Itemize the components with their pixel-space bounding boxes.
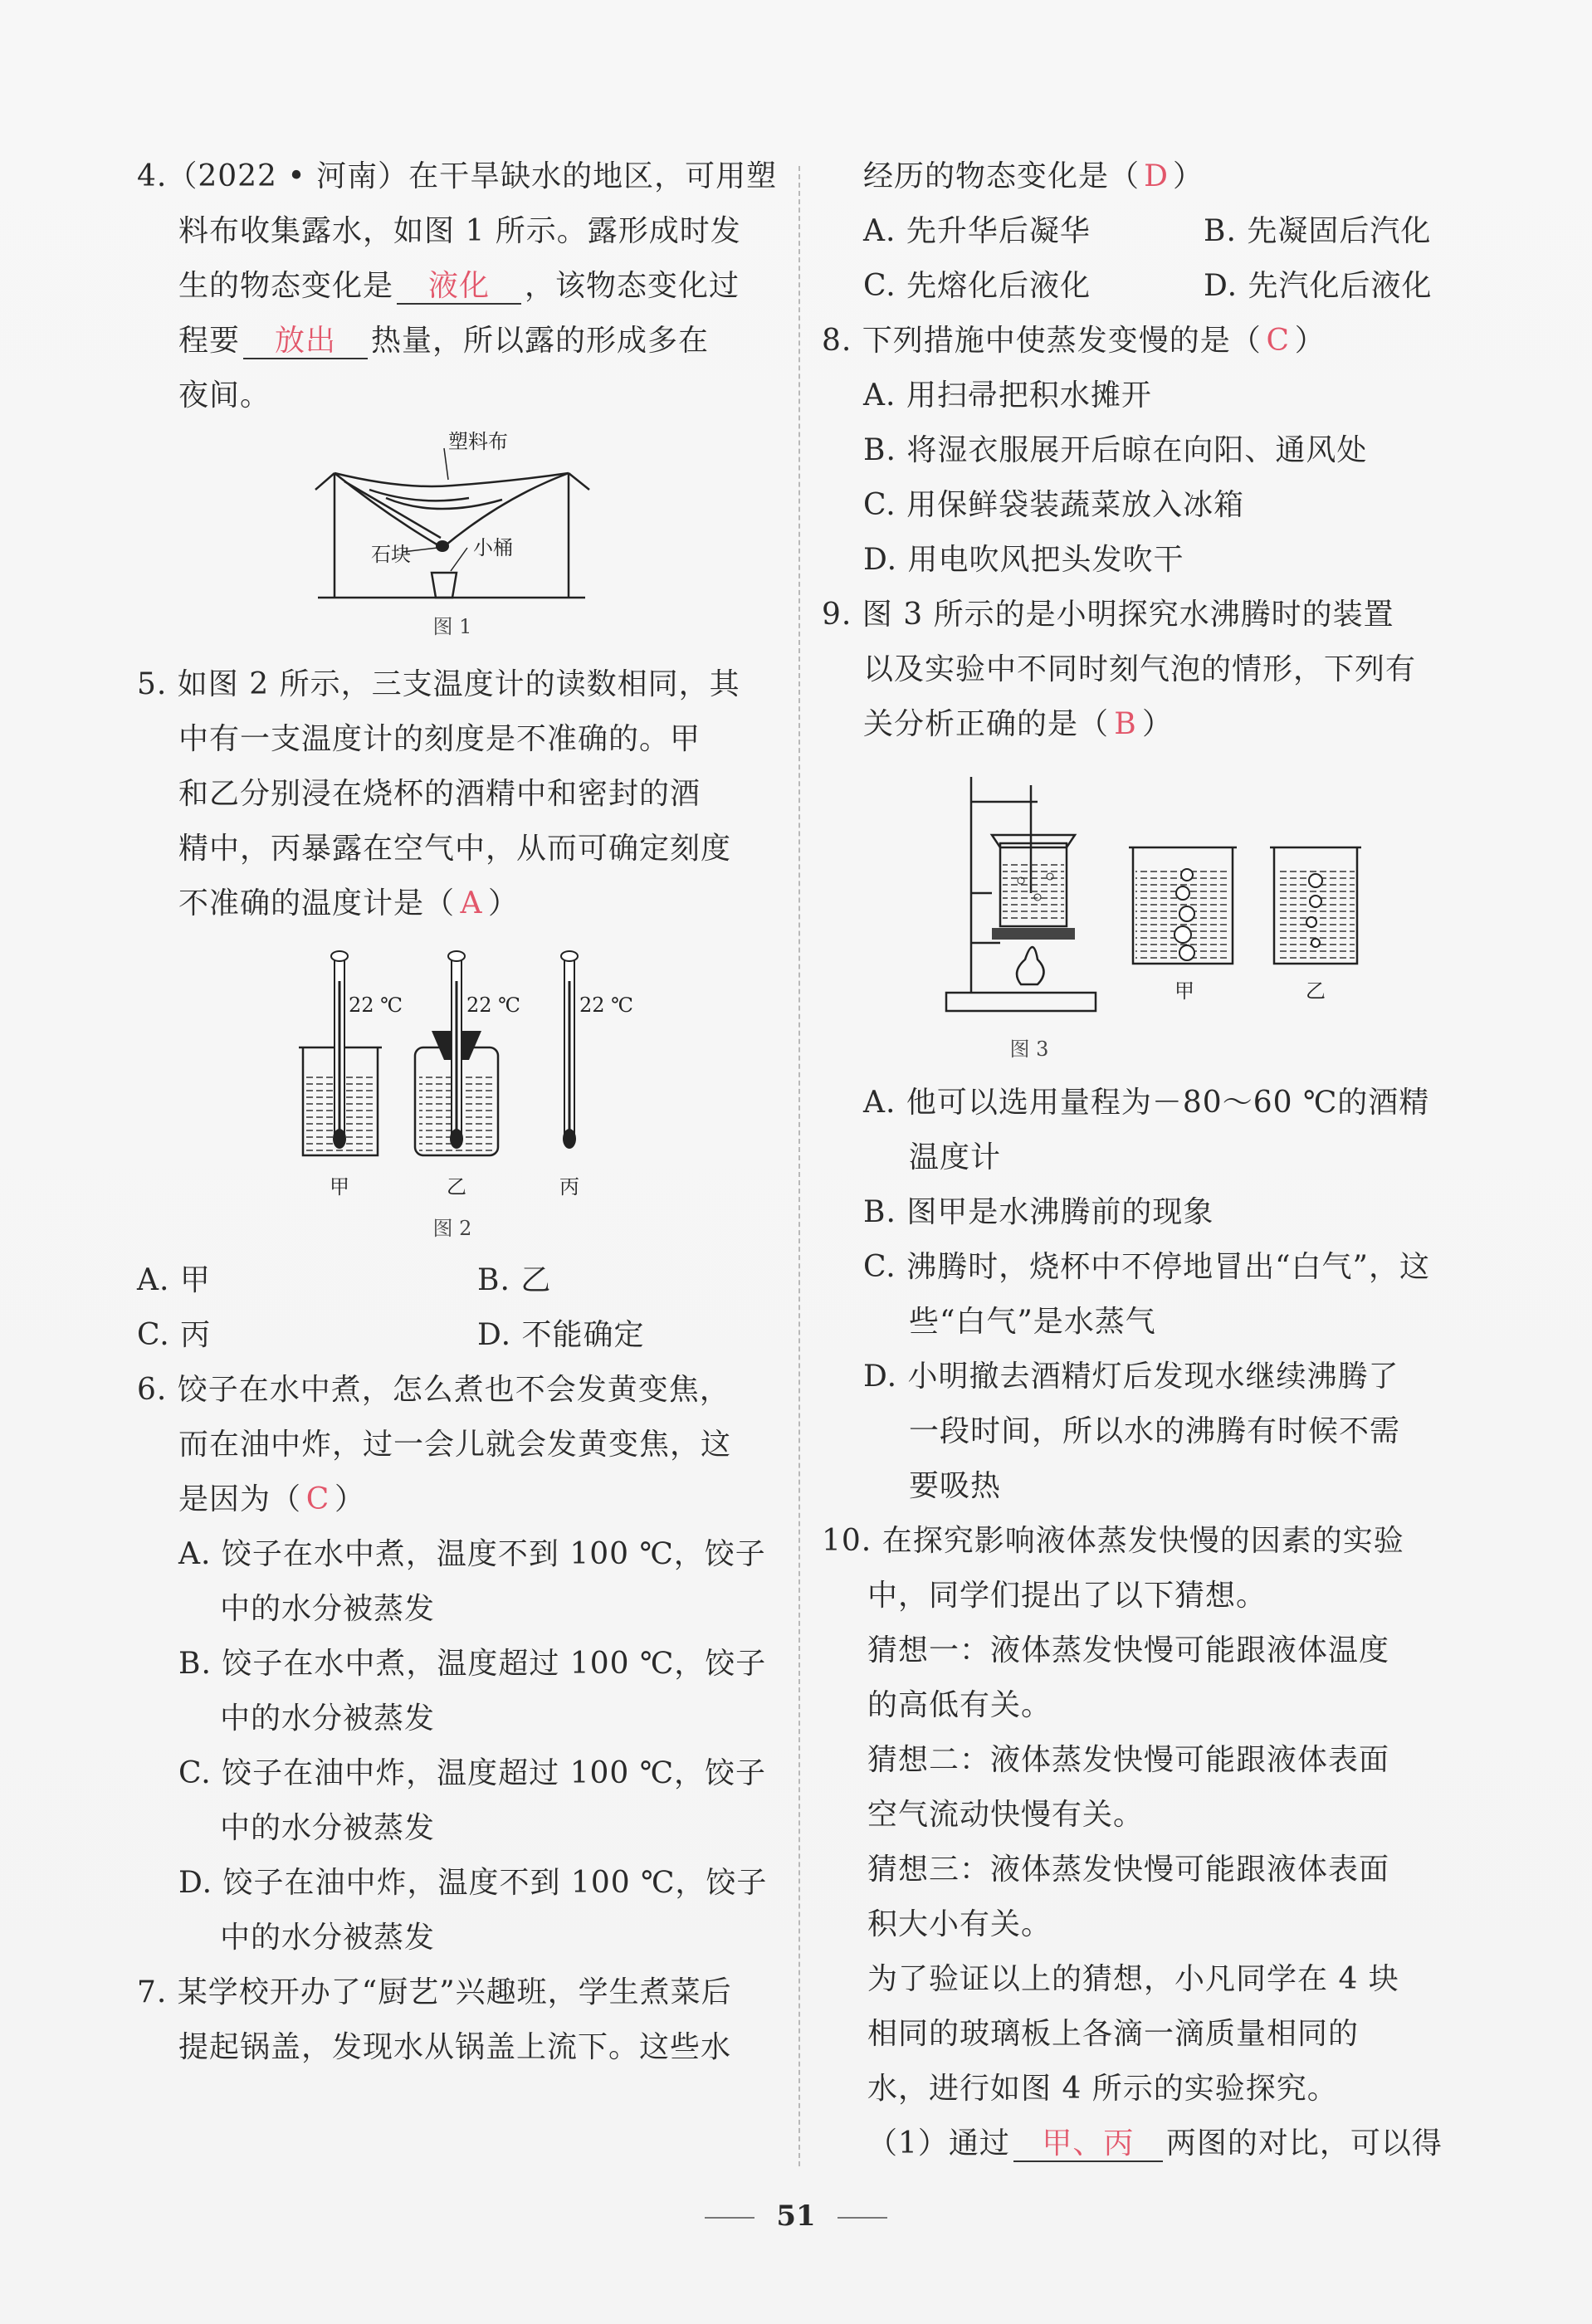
q5-option-a: A. 甲 (137, 1263, 211, 1297)
q5-line-3: 和乙分别浸在烧杯的酒精中和密封的酒 (178, 777, 701, 811)
q4-line-1: 4.（2022 • 河南）在干旱缺水的地区，可用塑 (137, 159, 778, 193)
q7-options-row-1 (822, 204, 1461, 259)
q10-text: （1）通过 (867, 2126, 1010, 2160)
q10-line-2: 中，同学们提出了以下猜想。 (867, 1579, 1267, 1613)
q9-option-c: C. 沸腾时，烧杯中不停地冒出“白气”，这 (863, 1250, 1430, 1284)
q9-text: ） (1142, 707, 1174, 741)
question-7-continued (822, 149, 1461, 314)
q7-answer: D (1144, 159, 1169, 193)
q6-option-c-cont: 中的水分被蒸发 (220, 1811, 436, 1845)
q5-line-4: 精中，丙暴露在空气中，从而可确定刻度 (178, 832, 732, 866)
q7-line-3 (822, 149, 1461, 204)
right-column (822, 149, 1461, 2171)
q10-guess-2-cont: 空气流动快慢有关。 (867, 1798, 1145, 1832)
figure-3-caption: 图 3 (1009, 1038, 1049, 1061)
q7-option-c: C. 先熔化后液化 (863, 269, 1091, 303)
q4-text: 生的物态变化是 (178, 269, 394, 303)
q9-option-c-cont: 些“白气”是水蒸气 (909, 1305, 1156, 1339)
beaker-label-jia: 甲 (1174, 979, 1194, 1003)
figure-2 (137, 948, 768, 1247)
temp-reading-jia: 22 ℃ (349, 994, 403, 1017)
q5-line-5 (137, 876, 768, 931)
q5-line-1: 5. 如图 2 所示，三支温度计的读数相同，其 (137, 667, 740, 701)
question-4 (137, 149, 778, 639)
q5-option-d: D. 不能确定 (477, 1318, 645, 1352)
q6-text: ） (335, 1482, 366, 1516)
q7-option-a: A. 先升华后凝华 (863, 214, 1091, 248)
q7-option-b: B. 先凝固后汽化 (1204, 214, 1432, 248)
q6-option-c: C. 饺子在油中炸，温度超过 100 ℃，饺子 (178, 1756, 767, 1790)
page-number-dash-left (705, 2217, 754, 2219)
q6-line-3 (137, 1472, 768, 1527)
temp-reading-yi: 22 ℃ (466, 994, 521, 1017)
q4-text: 热量，所以露的形成多在 (371, 324, 710, 358)
q6-option-d-cont: 中的水分被蒸发 (220, 1921, 436, 1955)
dew-collector-diagram (137, 440, 768, 606)
question-6 (137, 1363, 768, 1965)
q9-answer: B (1114, 707, 1137, 741)
q6-line-2: 而在油中炸，过一会儿就会发黄变焦，这 (178, 1428, 732, 1462)
figure-1-caption: 图 1 (432, 615, 472, 638)
beaker-label-yi: 乙 (1306, 979, 1326, 1003)
q6-option-b-cont: 中的水分被蒸发 (220, 1702, 436, 1736)
q9-option-a-cont: 温度计 (909, 1140, 1002, 1174)
q9-text: 关分析正确的是（ (863, 707, 1110, 741)
q10-guess-1-cont: 的高低有关。 (867, 1688, 1052, 1722)
q4-text: ，该物态变化过 (525, 269, 740, 303)
column-divider (798, 166, 800, 2166)
q9-line-3 (822, 697, 1461, 752)
figure-3 (822, 769, 1461, 1076)
q4-line-5: 夜间。 (178, 378, 271, 413)
left-column (137, 149, 778, 2075)
q5-option-b: B. 乙 (477, 1263, 552, 1297)
q10-paragraph-line-2: 相同的玻璃板上各滴一滴质量相同的 (867, 2017, 1360, 2051)
q6-text: 是因为（ (178, 1482, 302, 1516)
q7-line-1: 7. 某学校开办了“厨艺”兴趣班，学生煮菜后 (137, 1975, 732, 2009)
question-10 (822, 1514, 1461, 2171)
q5-text: 不准确的温度计是（ (178, 886, 456, 920)
q5-text: ） (488, 886, 520, 920)
q10-answer-blank-1: 甲、丙 (1013, 2127, 1163, 2162)
q7-text: 经历的物态变化是（ (863, 159, 1140, 193)
question-7 (137, 1965, 768, 2075)
q10-text: 两图的对比，可以得 (1165, 2126, 1443, 2160)
q4-line-3 (137, 259, 768, 314)
thermometer-label-yi: 乙 (447, 1175, 466, 1199)
q7-options-row-2 (822, 259, 1461, 314)
q10-paragraph-line-3: 水，进行如图 4 所示的实验探究。 (867, 2072, 1338, 2106)
q10-guess-2: 猜想二：液体蒸发快慢可能跟液体表面 (867, 1743, 1390, 1777)
question-9 (822, 588, 1461, 1514)
q8-option-c: C. 用保鲜袋装蔬菜放入冰箱 (863, 488, 1245, 522)
label-plastic-cloth: 塑料布 (448, 430, 508, 453)
q8-line-1 (822, 314, 1461, 369)
q5-options-row-1 (137, 1253, 768, 1308)
q9-line-1: 9. 图 3 所示的是小明探究水沸腾时的装置 (822, 598, 1394, 632)
q4-answer-blank-1: 液化 (397, 270, 521, 305)
q8-option-d: D. 用电吹风把头发吹干 (863, 543, 1184, 577)
q7-line-2: 提起锅盖，发现水从锅盖上流下。这些水 (178, 2030, 732, 2064)
q7-text: ） (1173, 159, 1204, 193)
question-8 (822, 314, 1461, 588)
q4-text: 程要 (178, 324, 241, 358)
q7-option-d: D. 先汽化后液化 (1204, 269, 1433, 303)
q8-option-a: A. 用扫帚把积水摊开 (863, 378, 1152, 413)
thermometers-diagram (137, 948, 768, 1197)
q10-sub-1 (822, 2116, 1461, 2171)
q9-option-d-cont-2: 要吸热 (909, 1469, 1002, 1503)
thermometer-label-jia: 甲 (330, 1175, 349, 1199)
q8-answer: C (1266, 324, 1291, 358)
q8-option-b: B. 将湿衣服展开后晾在向阳、通风处 (863, 433, 1368, 467)
q6-option-a-cont: 中的水分被蒸发 (220, 1592, 436, 1626)
thermometer-label-bing: 丙 (559, 1175, 579, 1199)
q6-line-1: 6. 饺子在水中煮，怎么煮也不会发黄变焦， (137, 1373, 730, 1407)
page-number (0, 2200, 1592, 2233)
label-bucket: 小桶 (473, 536, 513, 559)
q5-options-row-2 (137, 1308, 768, 1363)
page-number-dash-right (838, 2217, 887, 2219)
figure-1 (137, 430, 768, 639)
q10-guess-3: 猜想三：液体蒸发快慢可能跟液体表面 (867, 1853, 1390, 1887)
q9-option-d: D. 小明撤去酒精灯后发现水继续沸腾了 (863, 1360, 1399, 1394)
q5-option-c: C. 丙 (137, 1318, 212, 1352)
q8-text: ） (1294, 324, 1326, 358)
q4-line-4 (137, 314, 768, 369)
q9-option-a: A. 他可以选用量程为－80～60 ℃的酒精 (863, 1086, 1430, 1120)
q9-option-b: B. 图甲是水沸腾前的现象 (863, 1195, 1214, 1229)
q5-answer: A (460, 886, 483, 920)
q9-option-d-cont-1: 一段时间，所以水的沸腾有时候不需 (909, 1414, 1401, 1448)
q6-option-b: B. 饺子在水中煮，温度超过 100 ℃，饺子 (178, 1647, 767, 1681)
label-stone: 石块 (371, 543, 411, 566)
q10-guess-1: 猜想一：液体蒸发快慢可能跟液体温度 (867, 1633, 1390, 1667)
temp-reading-bing: 22 ℃ (579, 994, 634, 1017)
q10-paragraph-line-1: 为了验证以上的猜想，小凡同学在 4 块 (867, 1962, 1399, 1996)
q8-text: 8. 下列措施中使蒸发变慢的是（ (822, 324, 1262, 358)
q6-option-d: D. 饺子在油中炸，温度不到 100 ℃，饺子 (178, 1866, 768, 1900)
figure-2-caption: 图 2 (432, 1217, 472, 1240)
q6-option-a: A. 饺子在水中煮，温度不到 100 ℃，饺子 (178, 1537, 766, 1571)
boiling-apparatus-diagram (822, 769, 1461, 1034)
q10-guess-3-cont: 积大小有关。 (867, 1907, 1052, 1941)
q6-answer: C (305, 1482, 330, 1516)
page-number-text: 51 (776, 2200, 816, 2233)
q4-answer-blank-2: 放出 (243, 325, 368, 359)
q9-line-2: 以及实验中不同时刻气泡的情形，下列有 (863, 652, 1417, 686)
q4-line-2: 料布收集露水，如图 1 所示。露形成时发 (178, 214, 741, 248)
q5-line-2: 中有一支温度计的刻度是不准确的。甲 (178, 722, 701, 756)
q10-line-1: 10. 在探究影响液体蒸发快慢的因素的实验 (822, 1524, 1404, 1558)
question-5 (137, 657, 768, 1363)
